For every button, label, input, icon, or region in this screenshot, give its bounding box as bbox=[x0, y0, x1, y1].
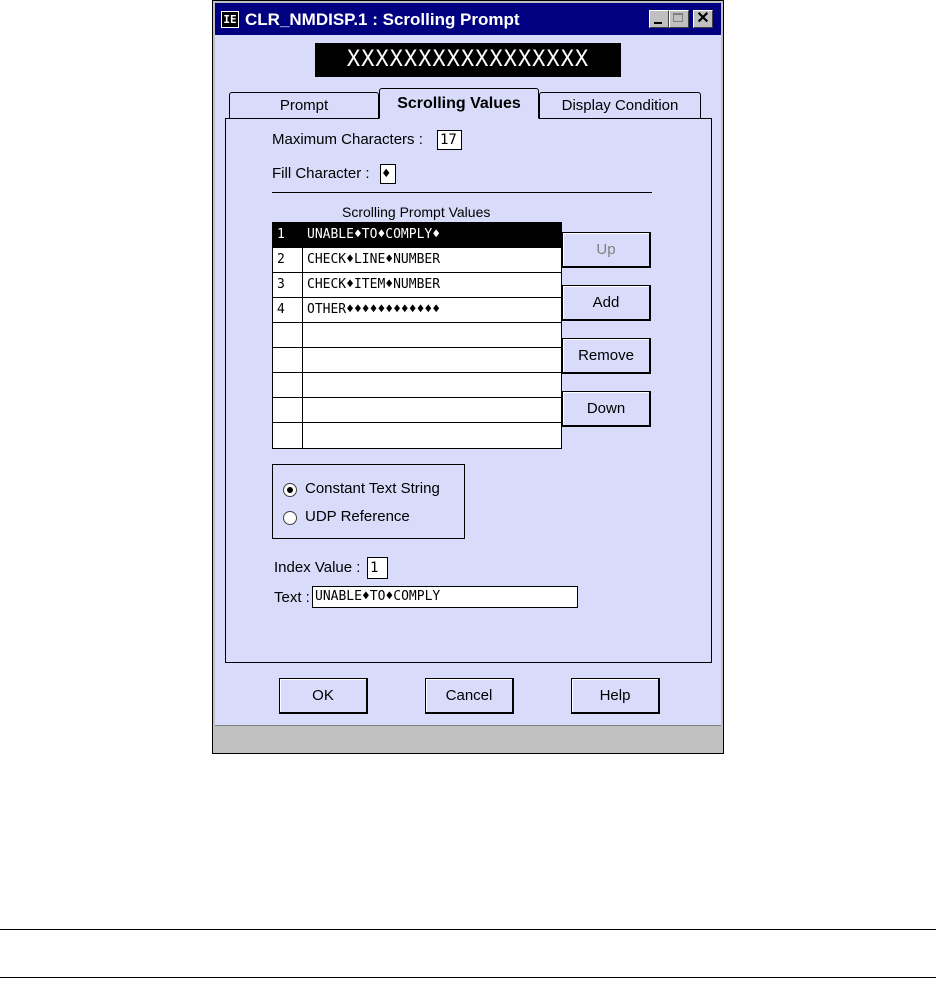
row-index bbox=[273, 423, 303, 448]
minimize-icon bbox=[654, 22, 662, 24]
app-icon: IE bbox=[221, 11, 239, 28]
row-value: UNABLE♦TO♦COMPLY♦ bbox=[307, 227, 441, 242]
table-row[interactable] bbox=[273, 398, 561, 423]
index-value-input[interactable]: 1 bbox=[367, 557, 388, 579]
table-row[interactable] bbox=[273, 423, 561, 448]
maximize-button[interactable] bbox=[669, 10, 689, 28]
radio-dot bbox=[287, 487, 293, 493]
up-button[interactable]: Up bbox=[562, 232, 651, 268]
scrolling-prompt-window bbox=[212, 0, 724, 754]
row-value: CHECK♦ITEM♦NUMBER bbox=[307, 277, 441, 292]
tab-prompt[interactable]: Prompt bbox=[229, 92, 379, 118]
index-value-label: Index Value : bbox=[274, 559, 361, 576]
constant-text-label[interactable]: Constant Text String bbox=[305, 480, 440, 497]
window-title: CLR_NMDISP.1 : Scrolling Prompt bbox=[245, 10, 520, 29]
row-index: 1 bbox=[273, 223, 303, 247]
dialog-client bbox=[215, 35, 721, 725]
max-chars-label: Maximum Characters : bbox=[272, 131, 423, 148]
row-value: CHECK♦LINE♦NUMBER bbox=[307, 252, 441, 267]
scrolling-values-grid bbox=[272, 222, 562, 449]
maximize-icon bbox=[673, 13, 683, 22]
cancel-button[interactable]: Cancel bbox=[425, 678, 514, 714]
max-chars-input[interactable]: 17 bbox=[437, 130, 462, 150]
close-button[interactable] bbox=[693, 10, 713, 28]
table-row[interactable] bbox=[273, 223, 561, 248]
ok-button[interactable]: OK bbox=[279, 678, 368, 714]
table-row[interactable] bbox=[273, 273, 561, 298]
text-label: Text : bbox=[274, 589, 310, 606]
udp-reference-radio[interactable] bbox=[283, 511, 297, 525]
row-index bbox=[273, 398, 303, 422]
table-row[interactable] bbox=[273, 373, 561, 398]
row-index bbox=[273, 348, 303, 372]
list-title: Scrolling Prompt Values bbox=[342, 204, 491, 220]
title-bar[interactable] bbox=[215, 3, 721, 35]
table-row[interactable] bbox=[273, 248, 561, 273]
table-row[interactable] bbox=[273, 323, 561, 348]
row-index: 2 bbox=[273, 248, 303, 272]
page-rule-bottom bbox=[0, 977, 936, 978]
down-button[interactable]: Down bbox=[562, 391, 651, 427]
row-index bbox=[273, 373, 303, 397]
fill-char-label: Fill Character : bbox=[272, 165, 370, 182]
row-index: 3 bbox=[273, 273, 303, 297]
status-bar bbox=[215, 725, 721, 752]
separator bbox=[272, 192, 652, 193]
remove-button[interactable]: Remove bbox=[562, 338, 651, 374]
row-index: 4 bbox=[273, 298, 303, 322]
minimize-button[interactable] bbox=[649, 10, 669, 28]
table-row[interactable] bbox=[273, 348, 561, 373]
close-icon: ✕ bbox=[696, 10, 710, 27]
table-row[interactable] bbox=[273, 298, 561, 323]
row-index bbox=[273, 323, 303, 347]
udp-reference-label[interactable]: UDP Reference bbox=[305, 508, 410, 525]
row-value: OTHER♦♦♦♦♦♦♦♦♦♦♦♦ bbox=[307, 302, 441, 317]
page-rule-top bbox=[0, 929, 936, 930]
prompt-preview-display: XXXXXXXXXXXXXXXXX bbox=[315, 43, 621, 77]
tab-scrolling-values[interactable]: Scrolling Values bbox=[379, 88, 539, 119]
source-type-group bbox=[272, 464, 465, 539]
constant-text-radio[interactable] bbox=[283, 483, 297, 497]
add-button[interactable]: Add bbox=[562, 285, 651, 321]
fill-char-input[interactable]: ♦ bbox=[380, 164, 396, 184]
tab-display-condition[interactable]: Display Condition bbox=[539, 92, 701, 118]
scrolling-values-panel bbox=[225, 118, 712, 663]
text-input[interactable]: UNABLE♦TO♦COMPLY bbox=[312, 586, 578, 608]
help-button[interactable]: Help bbox=[571, 678, 660, 714]
